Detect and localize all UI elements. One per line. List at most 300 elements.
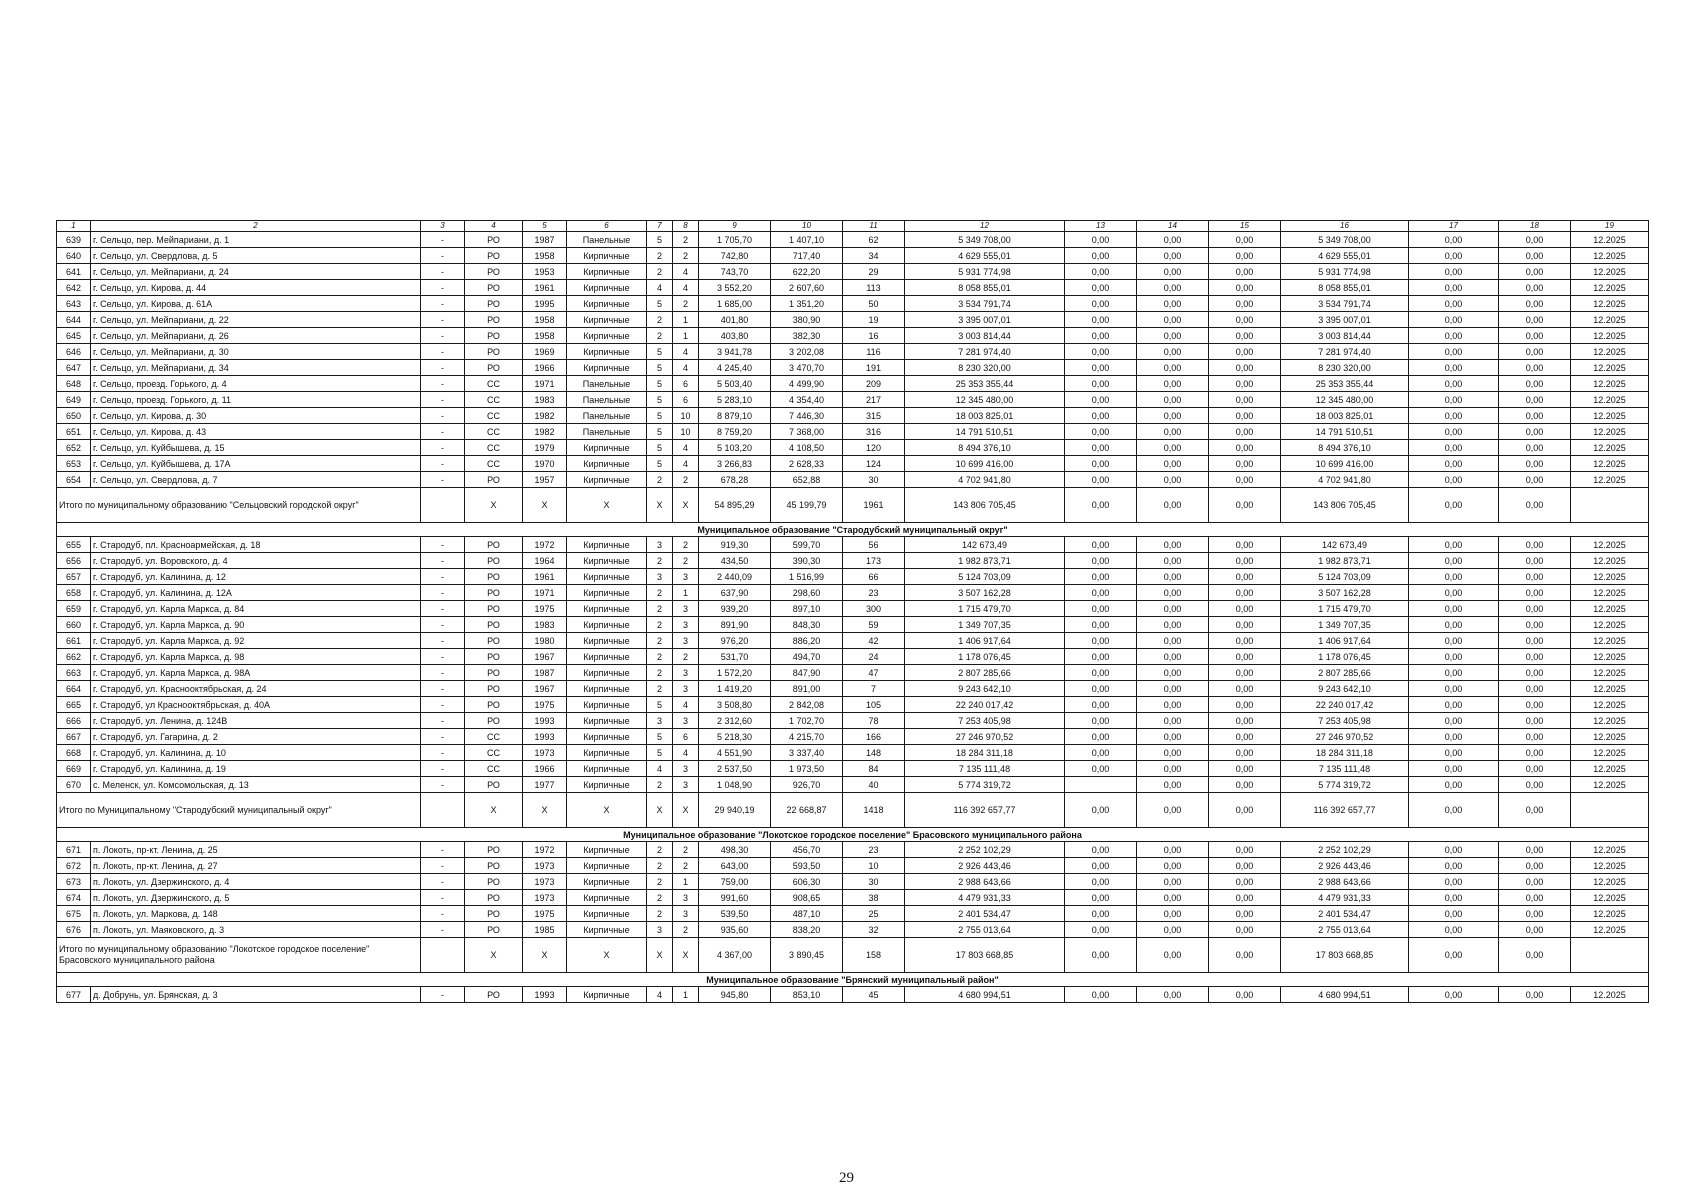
table-cell: 0,00 [1065,296,1137,312]
column-number: 13 [1065,221,1137,232]
table-cell: РО [465,296,523,312]
table-cell: 1983 [523,392,567,408]
table-cell: 4 629 555,01 [1281,248,1409,264]
row-number-cell: 644 [57,312,91,328]
table-cell: 12.2025 [1571,617,1649,633]
table-cell: 2 988 643,66 [1281,874,1409,890]
table-cell: 2 [673,553,699,569]
table-cell: 0,00 [1065,906,1137,922]
table-cell: 991,60 [699,890,771,906]
table-cell: 5 124 703,09 [1281,569,1409,585]
table-cell: 3 337,40 [771,745,843,761]
table-cell: Кирпичные [567,601,647,617]
table-cell: Кирпичные [567,569,647,585]
table-row [57,344,1649,360]
column-number: 15 [1209,221,1281,232]
table-cell: 0,00 [1499,424,1571,440]
table-cell: 0,00 [1209,328,1281,344]
table-cell: 2 [647,472,673,488]
table-cell: 717,40 [771,248,843,264]
total-cell: 0,00 [1499,488,1571,523]
table-cell: 0,00 [1209,633,1281,649]
column-number: 19 [1571,221,1649,232]
column-number: 12 [905,221,1065,232]
table-cell: 0,00 [1209,424,1281,440]
table-cell: 0,00 [1065,424,1137,440]
table-cell: 0,00 [1499,890,1571,906]
table-cell: - [421,761,465,777]
table-cell: 847,90 [771,665,843,681]
row-number-cell: 670 [57,777,91,793]
table-cell: 2 [647,874,673,890]
table-cell: 0,00 [1065,264,1137,280]
table-cell: 315 [843,408,905,424]
table-cell: Панельные [567,232,647,248]
table-cell: - [421,328,465,344]
table-cell: 12.2025 [1571,649,1649,665]
table-cell: 4 [673,264,699,280]
table-cell: 22 240 017,42 [1281,697,1409,713]
column-number: 10 [771,221,843,232]
table-cell: 7 446,30 [771,408,843,424]
table-cell: 1995 [523,296,567,312]
table-cell: 1972 [523,537,567,553]
total-cell: 0,00 [1137,938,1209,973]
table-row [57,569,1649,585]
table-cell: 5 931 774,98 [1281,264,1409,280]
table-cell: 32 [843,922,905,938]
table-cell: 2 252 102,29 [905,842,1065,858]
row-number-cell: 667 [57,729,91,745]
row-number-cell: 653 [57,456,91,472]
table-cell: 0,00 [1499,360,1571,376]
table-cell: 10 [673,408,699,424]
table-cell: 0,00 [1499,264,1571,280]
table-cell: Панельные [567,376,647,392]
table-cell: - [421,697,465,713]
table-cell: 4 499,90 [771,376,843,392]
table-cell: 2 755 013,64 [1281,922,1409,938]
table-cell: 3 [673,906,699,922]
table-cell: 0,00 [1409,553,1499,569]
table-cell: 531,70 [699,649,771,665]
table-cell: 7 [843,681,905,697]
table-cell: 47 [843,665,905,681]
table-cell: 0,00 [1137,585,1209,601]
table-cell: 8 230 320,00 [1281,360,1409,376]
table-cell: 926,70 [771,777,843,793]
table-cell: - [421,874,465,890]
address-cell: г. Стародуб, ул. Карла Маркса, д. 98 [91,649,421,665]
table-cell: 14 791 510,51 [905,424,1065,440]
row-number-cell: 642 [57,280,91,296]
table-cell: 12.2025 [1571,633,1649,649]
table-cell: 298,60 [771,585,843,601]
table-cell: 0,00 [1409,665,1499,681]
table-cell: 12.2025 [1571,312,1649,328]
table-cell: 2 [647,665,673,681]
table-cell: 0,00 [1209,729,1281,745]
table-cell: 0,00 [1137,232,1209,248]
table-row [57,745,1649,761]
address-cell: п. Локоть, ул. Маркова, д. 148 [91,906,421,922]
table-cell: РО [465,617,523,633]
table-cell: 0,00 [1209,472,1281,488]
table-row [57,601,1649,617]
table-cell: 1 [673,987,699,1003]
table-cell: 4 629 555,01 [905,248,1065,264]
table-cell: 1 [673,312,699,328]
table-cell: СС [465,729,523,745]
table-cell: 5 283,10 [699,392,771,408]
table-cell: 12.2025 [1571,777,1649,793]
table-cell: - [421,745,465,761]
table-cell: 5 [647,408,673,424]
section-title: Муниципальное образование "Брянский муниципальный район" [57,973,1649,987]
table-cell: 4 [647,761,673,777]
table-cell: 1958 [523,328,567,344]
table-cell: 2 401 534,47 [1281,906,1409,922]
table-cell: 4 [673,280,699,296]
table-cell: 0,00 [1065,344,1137,360]
table-cell: 1972 [523,842,567,858]
address-cell: г. Сельцо, ул. Кирова, д. 30 [91,408,421,424]
table-cell: 42 [843,633,905,649]
row-number-cell: 652 [57,440,91,456]
table-cell: РО [465,987,523,1003]
table-cell: 2 312,60 [699,713,771,729]
table-cell: 3 003 814,44 [1281,328,1409,344]
table-cell: - [421,312,465,328]
table-cell: 2 [647,890,673,906]
table-cell: 0,00 [1209,296,1281,312]
table-cell: 0,00 [1409,745,1499,761]
table-cell: 2 [647,264,673,280]
total-cell [421,938,465,973]
table-cell: 1975 [523,697,567,713]
table-cell: СС [465,376,523,392]
table-row [57,472,1649,488]
table-cell: 0,00 [1137,440,1209,456]
total-cell: X [523,938,567,973]
table-cell: 2 926 443,46 [1281,858,1409,874]
table-cell: 5 349 708,00 [905,232,1065,248]
table-cell: 0,00 [1499,633,1571,649]
address-cell: г. Сельцо, ул. Мейпариани, д. 26 [91,328,421,344]
table-cell: 1 [673,585,699,601]
table-cell: 0,00 [1499,761,1571,777]
table-cell: 1982 [523,424,567,440]
table-cell: 0,00 [1409,633,1499,649]
table-cell: - [421,248,465,264]
table-cell: 4 702 941,80 [905,472,1065,488]
column-number: 11 [843,221,905,232]
table-cell: 217 [843,392,905,408]
table-cell: 6 [673,376,699,392]
table-cell: 0,00 [1209,601,1281,617]
table-cell: 0,00 [1137,344,1209,360]
table-cell: 12.2025 [1571,440,1649,456]
table-cell: 0,00 [1137,569,1209,585]
table-cell: - [421,376,465,392]
table-cell: 0,00 [1499,456,1571,472]
table-cell: 1 685,00 [699,296,771,312]
table-cell: 0,00 [1137,633,1209,649]
table-cell: 3 [673,890,699,906]
table-cell: 593,50 [771,858,843,874]
address-cell: г. Стародуб, пл. Красноармейская, д. 18 [91,537,421,553]
table-cell: 0,00 [1209,569,1281,585]
address-cell: г. Сельцо, ул. Свердлова, д. 7 [91,472,421,488]
total-cell: 0,00 [1499,793,1571,828]
table-cell: РО [465,713,523,729]
table-cell: 3 [673,569,699,585]
table-cell: 0,00 [1065,392,1137,408]
table-row [57,553,1649,569]
table-cell: 40 [843,777,905,793]
table-cell: 0,00 [1209,440,1281,456]
table-cell: 3 266,83 [699,456,771,472]
table-cell: 18 003 825,01 [1281,408,1409,424]
table-cell: 1 406 917,64 [1281,633,1409,649]
section-header-row [57,523,1649,537]
total-cell: 116 392 657,77 [1281,793,1409,828]
table-cell: 2 628,33 [771,456,843,472]
table-cell: 1982 [523,408,567,424]
table-cell: 0,00 [1499,408,1571,424]
table-cell: 487,10 [771,906,843,922]
table-cell: 0,00 [1137,601,1209,617]
table-cell: 12.2025 [1571,456,1649,472]
table-cell: 1961 [523,280,567,296]
table-cell: 0,00 [1209,280,1281,296]
address-cell: г. Сельцо, ул. Мейпариани, д. 24 [91,264,421,280]
table-cell: 12.2025 [1571,906,1649,922]
table-cell: 2 [647,777,673,793]
table-cell: 456,70 [771,842,843,858]
table-cell: 0,00 [1409,280,1499,296]
row-number-cell: 664 [57,681,91,697]
table-cell: 25 353 355,44 [905,376,1065,392]
table-cell: 1975 [523,906,567,922]
table-cell: РО [465,569,523,585]
table-cell: 8 230 320,00 [905,360,1065,376]
table-cell: 1964 [523,553,567,569]
table-cell: 742,80 [699,248,771,264]
table-cell: 0,00 [1409,681,1499,697]
table-cell: 12.2025 [1571,665,1649,681]
table-cell: 939,20 [699,601,771,617]
table-cell: 0,00 [1409,248,1499,264]
table-cell: 0,00 [1137,729,1209,745]
table-row [57,729,1649,745]
row-number-cell: 649 [57,392,91,408]
address-cell: г. Сельцо, ул. Мейпариани, д. 34 [91,360,421,376]
table-cell: 0,00 [1065,665,1137,681]
table-cell: 7 253 405,98 [1281,713,1409,729]
table-cell: 0,00 [1137,360,1209,376]
table-cell: 8 879,10 [699,408,771,424]
table-cell: РО [465,681,523,697]
total-cell: X [523,793,567,828]
table-cell: РО [465,890,523,906]
table-cell: СС [465,424,523,440]
table-cell: 0,00 [1065,248,1137,264]
table-cell: 494,70 [771,649,843,665]
table-cell: 0,00 [1209,713,1281,729]
table-cell: 0,00 [1499,248,1571,264]
table-cell: 0,00 [1209,987,1281,1003]
row-number-cell: 658 [57,585,91,601]
table-row [57,906,1649,922]
table-cell: 12.2025 [1571,408,1649,424]
table-cell: 0,00 [1209,681,1281,697]
address-cell: г. Стародуб, ул. Гагарина, д. 2 [91,729,421,745]
table-cell: 1 973,50 [771,761,843,777]
table-cell: 3 [673,601,699,617]
table-cell: 59 [843,617,905,633]
table-cell: 3 395 007,01 [1281,312,1409,328]
table-cell: 4 245,40 [699,360,771,376]
table-cell: РО [465,360,523,376]
table-cell: 3 003 814,44 [905,328,1065,344]
table-cell: 0,00 [1499,745,1571,761]
table-cell: РО [465,232,523,248]
table-cell: 0,00 [1409,472,1499,488]
table-cell: 66 [843,569,905,585]
table-cell: 12.2025 [1571,569,1649,585]
table-cell: 5 774 319,72 [905,777,1065,793]
table-row [57,987,1649,1003]
table-cell: 1 516,99 [771,569,843,585]
table-cell: РО [465,280,523,296]
table-cell: 8 759,20 [699,424,771,440]
table-cell: 12.2025 [1571,232,1649,248]
table-cell: 23 [843,585,905,601]
table-cell: Кирпичные [567,713,647,729]
table-cell: 5 [647,697,673,713]
table-cell: 853,10 [771,987,843,1003]
table-cell: 1973 [523,874,567,890]
table-cell: 0,00 [1065,617,1137,633]
table-row [57,665,1649,681]
table-cell: 0,00 [1209,553,1281,569]
table-cell: 1958 [523,312,567,328]
total-cell [421,488,465,523]
table-cell: 0,00 [1409,858,1499,874]
table-cell: 10 [843,858,905,874]
table-cell: - [421,617,465,633]
table-cell: 4 [673,360,699,376]
table-cell: РО [465,344,523,360]
table-cell: 0,00 [1409,344,1499,360]
table-cell: 6 [673,392,699,408]
table-row [57,392,1649,408]
table-cell: 0,00 [1409,890,1499,906]
table-cell: 3 [673,777,699,793]
table-cell [1065,777,1137,793]
table-cell: 0,00 [1499,344,1571,360]
row-number-cell: 640 [57,248,91,264]
total-cell [1571,938,1649,973]
table-cell: 0,00 [1137,890,1209,906]
table-cell: 3 941,78 [699,344,771,360]
total-cell: 45 199,79 [771,488,843,523]
table-cell: 0,00 [1499,906,1571,922]
table-cell: Кирпичные [567,472,647,488]
table-cell: СС [465,761,523,777]
table-cell: Кирпичные [567,697,647,713]
table-cell: РО [465,248,523,264]
table-cell: 18 284 311,18 [905,745,1065,761]
column-number: 6 [567,221,647,232]
address-cell: г. Сельцо, ул. Кирова, д. 61А [91,296,421,312]
column-number: 8 [673,221,699,232]
table-cell: 0,00 [1499,537,1571,553]
total-label: Итого по муниципальному образованию "Сельцовский городской округ" [57,488,421,523]
address-cell: г. Сельцо, ул. Свердлова, д. 5 [91,248,421,264]
table-cell: 4 [647,280,673,296]
table-cell: 5 [647,360,673,376]
table-cell: - [421,713,465,729]
table-cell: 2 807 285,66 [905,665,1065,681]
table-row [57,280,1649,296]
table-cell: 8 494 376,10 [905,440,1065,456]
address-cell: п. Локоть, пр-кт. Ленина, д. 27 [91,858,421,874]
table-cell: 908,65 [771,890,843,906]
table-cell: Кирпичные [567,360,647,376]
table-cell: 0,00 [1137,665,1209,681]
total-cell: X [567,938,647,973]
row-number-cell: 659 [57,601,91,617]
table-cell: 0,00 [1409,537,1499,553]
table-cell: 1 982 873,71 [905,553,1065,569]
table-cell: 0,00 [1409,376,1499,392]
table-cell: 0,00 [1409,601,1499,617]
address-cell: г. Стародуб, ул. Калинина, д. 12А [91,585,421,601]
table-cell: 0,00 [1137,842,1209,858]
table-cell: 1 178 076,45 [905,649,1065,665]
table-cell: 0,00 [1499,858,1571,874]
table-cell: 3 508,80 [699,697,771,713]
table-cell: Кирпичные [567,296,647,312]
table-cell: 0,00 [1409,842,1499,858]
table-cell: 0,00 [1499,601,1571,617]
table-cell: - [421,842,465,858]
table-cell: 4 680 994,51 [905,987,1065,1003]
table-cell: 0,00 [1209,842,1281,858]
table-cell: - [421,569,465,585]
table-cell: 12.2025 [1571,537,1649,553]
table-cell: 7 281 974,40 [905,344,1065,360]
table-row [57,842,1649,858]
total-cell: 143 806 705,45 [1281,488,1409,523]
table-cell: 19 [843,312,905,328]
row-number-cell: 650 [57,408,91,424]
table-row [57,617,1649,633]
table-cell: РО [465,472,523,488]
table-cell: 2 252 102,29 [1281,842,1409,858]
table-cell: 2 607,60 [771,280,843,296]
table-cell: 2 [647,328,673,344]
total-cell: 1418 [843,793,905,828]
table-cell: 0,00 [1499,585,1571,601]
table-cell: 78 [843,713,905,729]
table-cell: 4 [673,440,699,456]
table-cell: 3 470,70 [771,360,843,376]
table-cell: 0,00 [1409,424,1499,440]
table-cell: 12.2025 [1571,922,1649,938]
